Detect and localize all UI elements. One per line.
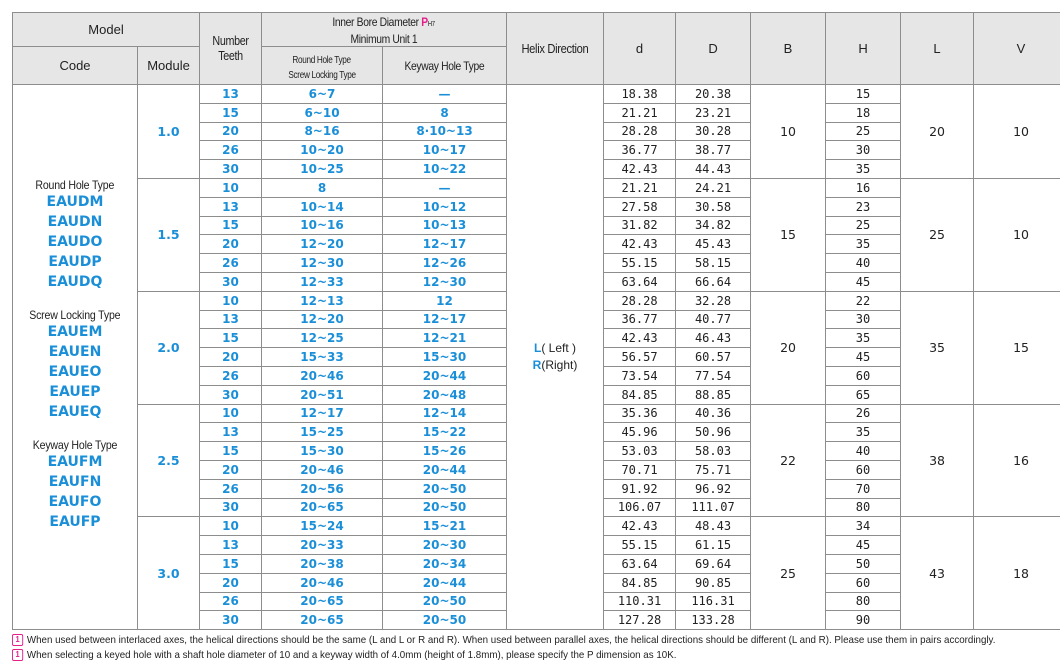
H-cell: 35 [826, 235, 901, 254]
d-cell: 31.82 [604, 216, 676, 235]
teeth-cell: 30 [200, 498, 262, 517]
teeth-cell: 13 [200, 310, 262, 329]
d-cell: 91.92 [604, 479, 676, 498]
d-cell: 28.28 [604, 122, 676, 141]
H-cell: 70 [826, 479, 901, 498]
type-label: Round Hole Type [35, 178, 115, 193]
table-row [13, 85, 1060, 104]
module-cell: 2.5 [138, 404, 200, 517]
round-hole-cell: 20~65 [262, 498, 383, 517]
d-cell: 27.58 [604, 197, 676, 216]
H-cell: 90 [826, 611, 901, 630]
H-cell: 25 [826, 122, 901, 141]
helix-right-letter: R [532, 358, 542, 373]
keyway-hole-cell: 15~22 [383, 423, 507, 442]
teeth-cell: 20 [200, 235, 262, 254]
code-header: Code [13, 47, 138, 85]
H-cell: 35 [826, 423, 901, 442]
H-cell: 60 [826, 366, 901, 385]
note-icon: 1 [12, 634, 23, 646]
keyway-hole-cell: 20~44 [383, 573, 507, 592]
H-cell: 80 [826, 592, 901, 611]
B-header: B [751, 13, 826, 85]
H-cell: 22 [826, 291, 901, 310]
table-header [13, 13, 1060, 85]
D-cell: 50.96 [676, 423, 751, 442]
d-cell: 127.28 [604, 611, 676, 630]
helix-right-text: (Right) [541, 358, 578, 373]
V-cell: 10 [974, 85, 1060, 179]
type-code: EAUDP [48, 254, 102, 271]
H-cell: 80 [826, 498, 901, 517]
D-cell: 90.85 [676, 573, 751, 592]
note-1 [12, 633, 996, 648]
keyway-hole-cell: 10~13 [383, 216, 507, 235]
teeth-cell: 10 [200, 178, 262, 197]
d-cell: 42.43 [604, 235, 676, 254]
teeth-cell: 13 [200, 423, 262, 442]
H-cell: 40 [826, 442, 901, 461]
keyway-hole-cell: 20~50 [383, 611, 507, 630]
round-hole-cell: 12~20 [262, 235, 383, 254]
d-cell: 55.15 [604, 536, 676, 555]
d-cell: 18.38 [604, 85, 676, 104]
V-cell: 16 [974, 404, 1060, 517]
D-cell: 40.36 [676, 404, 751, 423]
teeth-cell: 10 [200, 517, 262, 536]
keyway-hole-cell: 10~22 [383, 160, 507, 179]
keyway-hole-cell: 20~30 [383, 536, 507, 555]
D-cell: 38.77 [676, 141, 751, 160]
V-cell: 10 [974, 178, 1060, 291]
d-cell: 36.77 [604, 310, 676, 329]
teeth-cell: 15 [200, 442, 262, 461]
H-cell: 45 [826, 272, 901, 291]
H-cell: 30 [826, 310, 901, 329]
helix-left-text: ( Left ) [541, 341, 577, 356]
D-cell: 23.21 [676, 103, 751, 122]
keyway-hole-cell: 10~12 [383, 197, 507, 216]
teeth-cell: 26 [200, 141, 262, 160]
round-hole-cell: 12~25 [262, 329, 383, 348]
keyway-hole-cell: 20~50 [383, 498, 507, 517]
D-cell: 66.64 [676, 272, 751, 291]
round-hole-cell: 20~38 [262, 554, 383, 573]
type-code: EAUEM [47, 324, 103, 341]
D-cell: 30.28 [676, 122, 751, 141]
p-subscript: H7 [428, 20, 436, 28]
keyway-hole-cell: 20~50 [383, 592, 507, 611]
B-cell: 25 [751, 517, 826, 630]
module-cell: 1.5 [138, 178, 200, 291]
round-hole-cell: 8 [262, 178, 383, 197]
type-code: EAUDO [47, 234, 103, 251]
D-cell: 96.92 [676, 479, 751, 498]
keyway-hole-cell: 20~50 [383, 479, 507, 498]
d-cell: 84.85 [604, 573, 676, 592]
d-cell: 70.71 [604, 460, 676, 479]
teeth-cell: 20 [200, 460, 262, 479]
round-hole-cell: 12~30 [262, 254, 383, 273]
type-code: EAUEP [49, 384, 101, 401]
type-label: Screw Locking Type [29, 308, 121, 323]
d-cell: 55.15 [604, 254, 676, 273]
H-header: H [826, 13, 901, 85]
D-cell: 24.21 [676, 178, 751, 197]
B-cell: 10 [751, 85, 826, 179]
H-cell: 40 [826, 254, 901, 273]
D-cell: 58.15 [676, 254, 751, 273]
d-cell: 42.43 [604, 160, 676, 179]
type-group [13, 302, 137, 422]
D-cell: 60.57 [676, 348, 751, 367]
H-cell: 16 [826, 178, 901, 197]
d-cell: 73.54 [604, 366, 676, 385]
keyway-hole-cell: 15~30 [383, 348, 507, 367]
round-hole-cell: 15~25 [262, 423, 383, 442]
keyway-hole-cell: 12~30 [383, 272, 507, 291]
helix-direction-header [507, 13, 604, 85]
d-cell: 42.43 [604, 517, 676, 536]
H-cell: 15 [826, 85, 901, 104]
model-header: Model [13, 13, 200, 47]
keyway-hole-cell: 12~21 [383, 329, 507, 348]
B-cell: 15 [751, 178, 826, 291]
round-hole-cell: 20~51 [262, 385, 383, 404]
H-cell: 60 [826, 573, 901, 592]
round-hole-cell: 10~16 [262, 216, 383, 235]
note-2 [12, 648, 975, 663]
module-header: Module [138, 47, 200, 85]
B-cell: 22 [751, 404, 826, 517]
teeth-cell: 10 [200, 291, 262, 310]
D-cell: 46.43 [676, 329, 751, 348]
H-cell: 65 [826, 385, 901, 404]
H-cell: 23 [826, 197, 901, 216]
H-cell: 45 [826, 348, 901, 367]
notes [12, 633, 1048, 663]
type-code: EAUDQ [47, 274, 103, 291]
type-label: Keyway Hole Type [32, 438, 118, 453]
inner-bore-label: Inner Bore Diameter [332, 14, 420, 29]
teeth-cell: 20 [200, 122, 262, 141]
H-cell: 26 [826, 404, 901, 423]
D-cell: 30.58 [676, 197, 751, 216]
spec-table-container [12, 12, 1048, 663]
D-cell: 69.64 [676, 554, 751, 573]
inner-bore-line2: Minimum Unit 1 [350, 31, 418, 46]
H-cell: 35 [826, 160, 901, 179]
round-hole-cell: 6~10 [262, 103, 383, 122]
type-group [13, 172, 137, 292]
keyway-hole-cell: 12~14 [383, 404, 507, 423]
round-hole-cell: 6~7 [262, 85, 383, 104]
d-cell: 110.31 [604, 592, 676, 611]
d-cell: 106.07 [604, 498, 676, 517]
H-cell: 50 [826, 554, 901, 573]
D-cell: 58.03 [676, 442, 751, 461]
teeth-cell: 13 [200, 197, 262, 216]
round-hole-line2: Screw Locking Type [288, 69, 356, 81]
B-cell: 20 [751, 291, 826, 404]
teeth-cell: 13 [200, 85, 262, 104]
d-cell: 63.64 [604, 554, 676, 573]
round-hole-header [262, 47, 383, 85]
d-cell: 63.64 [604, 272, 676, 291]
round-hole-cell: 10~20 [262, 141, 383, 160]
round-hole-cell: 20~46 [262, 460, 383, 479]
round-hole-line1: Round Hole Type [292, 54, 352, 66]
D-cell: 45.43 [676, 235, 751, 254]
table-body [13, 85, 1060, 630]
keyway-hole-cell: 8·10~13 [383, 122, 507, 141]
round-hole-cell: 8~16 [262, 122, 383, 141]
L-cell: 43 [901, 517, 974, 630]
type-code: EAUFP [49, 514, 101, 531]
teeth-cell: 30 [200, 611, 262, 630]
round-hole-cell: 10~25 [262, 160, 383, 179]
note-2-text: When selecting a keyed hole with a shaft hole diameter of 10 and a keyway width of 4.0mm (height of 1.8mm), please specify the P dimension as 10K. [26, 649, 677, 662]
d-cell: 56.57 [604, 348, 676, 367]
helix-left-letter: L [534, 341, 542, 356]
keyway-hole-cell: 20~48 [383, 385, 507, 404]
V-header: V [974, 13, 1060, 85]
round-hole-cell: 10~14 [262, 197, 383, 216]
keyway-hole-cell: 20~34 [383, 554, 507, 573]
d-cell: 36.77 [604, 141, 676, 160]
d-cell: 35.36 [604, 404, 676, 423]
d-cell: 28.28 [604, 291, 676, 310]
d-cell: 21.21 [604, 178, 676, 197]
teeth-cell: 10 [200, 404, 262, 423]
D-cell: 133.28 [676, 611, 751, 630]
D-cell: 44.43 [676, 160, 751, 179]
L-cell: 38 [901, 404, 974, 517]
H-cell: 30 [826, 141, 901, 160]
keyway-hole-label: Keyway Hole Type [404, 59, 485, 73]
type-code: EAUEN [48, 344, 102, 361]
keyway-hole-cell: 15~26 [383, 442, 507, 461]
module-cell: 1.0 [138, 85, 200, 179]
teeth-cell: 26 [200, 592, 262, 611]
keyway-hole-cell: 10~17 [383, 141, 507, 160]
inner-bore-header [262, 13, 507, 47]
D-cell: 20.38 [676, 85, 751, 104]
round-hole-cell: 20~33 [262, 536, 383, 555]
D-cell: 34.82 [676, 216, 751, 235]
keyway-hole-cell: 20~44 [383, 460, 507, 479]
teeth-cell: 13 [200, 536, 262, 555]
teeth-cell: 30 [200, 385, 262, 404]
teeth-cell: 20 [200, 348, 262, 367]
teeth-cell: 15 [200, 103, 262, 122]
spec-table [12, 12, 1060, 630]
note-1-text: When used between interlaced axes, the helical directions should be the same (L and L or R and R). When used between parallel axes, the helical directions should be different (L and R). Please use them in pairs accordingly. [26, 634, 996, 647]
teeth-cell: 30 [200, 272, 262, 291]
V-cell: 15 [974, 291, 1060, 404]
keyway-hole-cell: 12 [383, 291, 507, 310]
L-cell: 25 [901, 178, 974, 291]
helix-direction-cell [507, 85, 604, 630]
H-cell: 45 [826, 536, 901, 555]
d-cell: 84.85 [604, 385, 676, 404]
type-code: EAUEQ [48, 404, 102, 421]
round-hole-cell: 12~17 [262, 404, 383, 423]
keyway-hole-cell: 12~17 [383, 310, 507, 329]
type-code: EAUDN [47, 214, 103, 231]
round-hole-cell: 15~30 [262, 442, 383, 461]
round-hole-cell: 20~65 [262, 611, 383, 630]
D-cell: 116.31 [676, 592, 751, 611]
module-cell: 3.0 [138, 517, 200, 630]
type-code: EAUFN [48, 474, 102, 491]
D-cell: 48.43 [676, 517, 751, 536]
teeth-cell: 30 [200, 160, 262, 179]
keyway-hole-cell: — [383, 178, 507, 197]
type-group [13, 432, 137, 532]
round-hole-cell: 12~13 [262, 291, 383, 310]
round-hole-cell: 15~24 [262, 517, 383, 536]
round-hole-cell: 20~56 [262, 479, 383, 498]
H-cell: 25 [826, 216, 901, 235]
teeth-cell: 26 [200, 479, 262, 498]
keyway-hole-cell: 15~21 [383, 517, 507, 536]
p-symbol: P [421, 14, 429, 29]
type-code: EAUFO [48, 494, 102, 511]
keyway-hole-cell: 12~17 [383, 235, 507, 254]
d-cell: 42.43 [604, 329, 676, 348]
d-cell: 53.03 [604, 442, 676, 461]
helix-left [507, 340, 603, 357]
teeth-cell: 15 [200, 554, 262, 573]
D-cell: 111.07 [676, 498, 751, 517]
d-cell: 45.96 [604, 423, 676, 442]
round-hole-cell: 20~46 [262, 366, 383, 385]
round-hole-cell: 20~46 [262, 573, 383, 592]
H-cell: 18 [826, 103, 901, 122]
note-icon: 1 [12, 649, 23, 661]
round-hole-cell: 15~33 [262, 348, 383, 367]
teeth-cell: 26 [200, 366, 262, 385]
inner-bore-line1 [333, 16, 435, 31]
teeth-cell: 15 [200, 329, 262, 348]
number-teeth-header [200, 13, 262, 85]
type-code: EAUEO [48, 364, 102, 381]
D-cell: 77.54 [676, 366, 751, 385]
D-cell: 61.15 [676, 536, 751, 555]
H-cell: 34 [826, 517, 901, 536]
keyway-hole-cell: 8 [383, 103, 507, 122]
code-column [13, 85, 138, 630]
L-cell: 35 [901, 291, 974, 404]
D-cell: 88.85 [676, 385, 751, 404]
V-cell: 18 [974, 517, 1060, 630]
round-hole-cell: 12~33 [262, 272, 383, 291]
type-code: EAUDM [46, 194, 104, 211]
D-header: D [676, 13, 751, 85]
d-header: d [604, 13, 676, 85]
module-cell: 2.0 [138, 291, 200, 404]
D-cell: 32.28 [676, 291, 751, 310]
keyway-hole-cell: 20~44 [383, 366, 507, 385]
type-code: EAUFM [47, 454, 103, 471]
keyway-hole-header [383, 47, 507, 85]
H-cell: 35 [826, 329, 901, 348]
helix-right [507, 357, 603, 374]
teeth-cell: 26 [200, 254, 262, 273]
L-header: L [901, 13, 974, 85]
D-cell: 40.77 [676, 310, 751, 329]
round-hole-cell: 12~20 [262, 310, 383, 329]
teeth-cell: 15 [200, 216, 262, 235]
d-cell: 21.21 [604, 103, 676, 122]
keyway-hole-cell: 12~26 [383, 254, 507, 273]
L-cell: 20 [901, 85, 974, 179]
round-hole-cell: 20~65 [262, 592, 383, 611]
helix-direction-label: Helix Direction [521, 41, 589, 56]
D-cell: 75.71 [676, 460, 751, 479]
H-cell: 60 [826, 460, 901, 479]
number-teeth-label: Number Teeth [212, 33, 249, 63]
teeth-cell: 20 [200, 573, 262, 592]
keyway-hole-cell: — [383, 85, 507, 104]
